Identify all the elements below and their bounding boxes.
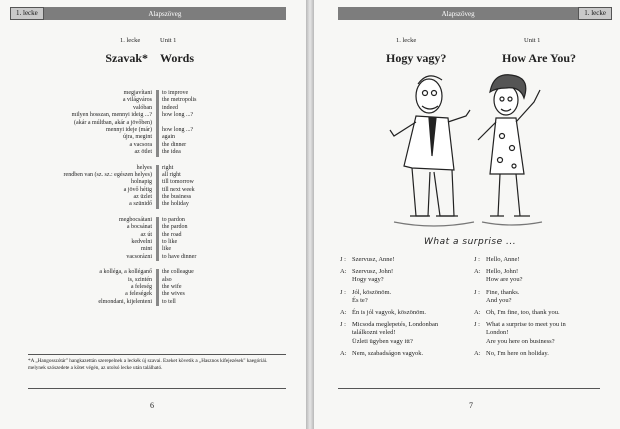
dialogue-line (340, 297, 438, 305)
vocab-english: the dinner (162, 141, 187, 148)
dialogue-line (474, 276, 566, 284)
cartoon-illustration (374, 66, 564, 232)
dialogue-line (474, 309, 566, 317)
dialogue-text: How are you? (486, 276, 523, 284)
dialogue-line (340, 321, 438, 329)
vocab-hungarian: valóban (133, 104, 152, 111)
dialogue-line (340, 329, 438, 337)
section-title: Alapszöveg (148, 9, 182, 18)
footnote: *A „Hangosszótár" hangkazettán szerepelnek a leckék új szavai. Ezeket követik a „Hasznos kifejezések" kaegóriái. melynek szószedete a kötet végén, az utolsó lecke után található. (28, 358, 268, 371)
vocab-row (42, 194, 197, 201)
vocab-row (42, 127, 197, 134)
dialogue-text: Are you here on business? (486, 337, 555, 345)
vocab-english: like (162, 246, 171, 253)
dialogue-text: És te? (352, 296, 368, 304)
vocab-hungarian: is, szintén (128, 276, 152, 283)
speaker-label: J : (474, 288, 480, 296)
right-page (314, 0, 620, 429)
vocab-hungarian: újra, megint (123, 134, 152, 141)
vocab-hungarian: a feleség (130, 283, 152, 290)
page-number-right: 7 (469, 401, 473, 410)
dialogue-line (340, 289, 438, 297)
right-page-header (338, 7, 612, 20)
vocab-english: to have dinner (162, 253, 197, 260)
dialogue-text: Hello, John! (486, 268, 519, 276)
vocab-hungarian: az út (140, 231, 152, 238)
speaker-label: J : (340, 288, 346, 296)
vocab-row (42, 97, 197, 104)
vocab-hungarian: a bocsánat (126, 224, 152, 231)
vocab-hungarian: a vacsora (129, 141, 152, 148)
vocab-row (42, 142, 197, 149)
dialogue-text: Jól, köszönöm. (352, 288, 392, 296)
dialogue-line (474, 338, 566, 346)
vocab-hungarian: (akár a múltban, akár a jövőben) (74, 119, 152, 126)
vocab-row (42, 277, 197, 284)
vocab-english: the wives (162, 291, 185, 298)
dialogue-line (340, 338, 438, 346)
vocab-row (42, 224, 197, 231)
vocab-english: right (162, 164, 174, 171)
unit-label-en: Unit 1 (524, 37, 541, 44)
vocab-english: the pardon (162, 224, 188, 231)
vocab-row (42, 232, 197, 239)
vocab-row (42, 90, 197, 97)
dialogue-text: Micsoda meglepetés, Londonban (352, 321, 439, 329)
vocab-row (42, 105, 197, 112)
vocab-row (42, 246, 197, 253)
dialogue-text: Nem, szabadságon vagyok. (352, 349, 424, 357)
dialogue-line (474, 350, 566, 358)
unit-label-hu: 1. lecke (396, 37, 417, 44)
vocab-row (42, 299, 197, 306)
unit-label-hu: 1. lecke (120, 37, 141, 44)
dialogue-line (340, 350, 438, 358)
vocab-english: the metropolis (162, 97, 197, 104)
speaker-label (340, 329, 352, 337)
dialogue-line (474, 256, 566, 264)
vocab-english: indeed (162, 104, 178, 111)
dialogue-line (474, 289, 566, 297)
words-title-en: Words (160, 51, 195, 65)
vocab-hungarian: megbocsátani (119, 216, 152, 223)
vocab-row (42, 201, 197, 208)
vocab-hungarian: milyen hosszan, mennyi ideig ...? (71, 112, 152, 119)
vocab-row (42, 269, 197, 276)
dialogue-text: találkozni veled! (352, 329, 396, 337)
vocab-row (42, 149, 197, 156)
vocab-english: how long ...? (162, 126, 194, 133)
vocab-hungarian: a világváros (122, 97, 152, 104)
dialogue-line (340, 309, 438, 317)
vocab-hungarian: a szünidő (129, 201, 152, 208)
vocab-hungarian: az ötlet (134, 149, 152, 156)
vocab-row (42, 187, 197, 194)
vocab-english: also (162, 276, 172, 283)
vocab-hungarian: megjavítani (123, 90, 152, 96)
dialogue-text: No, I'm here on holiday. (486, 349, 549, 357)
vocab-row (42, 179, 197, 186)
footnote-divider (28, 354, 286, 355)
dialogue-english (474, 256, 566, 358)
dialogue-text: Én is jól vagyok, köszönöm. (352, 308, 427, 316)
dialogue-title-en: How Are You? (502, 51, 577, 65)
dialogue-title-hu: Hogy vagy? (386, 51, 447, 65)
page-number-left: 6 (150, 401, 154, 410)
vocab-hungarian: rendben van (sz. sz.: egészen helyes) (63, 171, 152, 178)
section-title: Alapszöveg (441, 9, 475, 18)
vocab-hungarian: a jövő hétig (123, 186, 152, 193)
vocab-hungarian: mint (140, 246, 152, 253)
dialogue-line (340, 256, 438, 264)
speaker-label (340, 338, 352, 346)
vocab-english: how long ...? (162, 112, 194, 119)
speaker-label: J : (474, 256, 480, 263)
vocab-english (159, 120, 162, 127)
vocab-english: the wife (162, 283, 182, 290)
vocab-english: the holiday (162, 201, 189, 208)
dialogue-text: Oh, I'm fine, too, thank you. (486, 308, 560, 316)
speaker-label: A: (340, 349, 347, 357)
vocab-hungarian: a feleségek (125, 291, 152, 298)
speaker-label: J : (474, 321, 480, 329)
vocab-hungarian: holnapig (131, 179, 152, 186)
speaker-label (474, 338, 486, 346)
left-page-header (10, 7, 286, 20)
vocab-hungarian: az üzlet (133, 194, 152, 201)
vocab-row (42, 120, 197, 127)
speaker-label (474, 329, 486, 337)
dialogue-text: And you? (486, 296, 512, 304)
vocab-row (42, 134, 197, 141)
dialogue-line (474, 321, 566, 329)
speaker-label: A: (474, 349, 481, 357)
vocab-hungarian: helyes (136, 164, 152, 171)
vocab-row (42, 217, 197, 224)
vocab-english: the business (162, 194, 192, 201)
dialogue-line (474, 297, 566, 305)
dialogue-text: Szervusz, Anne! (352, 256, 395, 263)
dialogue-text: Szervusz, John! (352, 268, 394, 276)
vocab-hungarian: a kolléga, a kolléganő (99, 269, 152, 276)
speaker-label: A: (340, 308, 347, 316)
vocab-row (42, 165, 197, 172)
vocab-english: the road (162, 231, 182, 238)
vocab-english: to tell (162, 298, 176, 305)
vocab-english: till next week (162, 186, 195, 193)
vocab-english: to like (162, 239, 178, 246)
vocab-hungarian: kedvelni (131, 239, 152, 246)
unit-label-en: Unit 1 (160, 37, 177, 44)
speaker-label: J : (340, 256, 346, 263)
dialogue-line (340, 276, 438, 284)
vocab-english: all right (162, 171, 181, 178)
vocab-english: again (162, 134, 175, 141)
vocabulary-list (42, 90, 197, 306)
illustration-caption: What a surprise ... (424, 237, 517, 247)
vocab-row (42, 172, 197, 179)
vocab-english: to improve (162, 90, 189, 96)
lesson-tab: 1. lecke (10, 7, 44, 20)
dialogue-text: Üzleti ügyben vagy itt? (352, 337, 413, 345)
speaker-label: A: (474, 308, 481, 316)
vocab-row (42, 291, 197, 298)
vocab-row (42, 284, 197, 291)
dialogue-text: London! (486, 329, 509, 337)
words-title-hu: Szavak* (105, 51, 148, 65)
dialogue-line (340, 268, 438, 276)
speaker-label (340, 276, 352, 284)
book-gutter (306, 0, 314, 429)
dialogue-line (474, 268, 566, 276)
dialogue-line (474, 329, 566, 337)
lesson-tab: 1. lecke (578, 7, 612, 20)
vocab-row (42, 239, 197, 246)
vocab-english: the colleague (162, 269, 194, 276)
dialogue-text: Fine, thanks. (486, 288, 520, 296)
vocab-row (42, 112, 197, 119)
speaker-label (474, 297, 486, 305)
dialogue-text: What a surprise to meet you in (486, 321, 566, 329)
speaker-label (340, 297, 352, 305)
vocab-english: the idea (162, 149, 181, 156)
speaker-label: J : (340, 321, 346, 329)
footer-divider (338, 388, 600, 389)
speaker-label: A: (340, 268, 347, 276)
speaker-label (474, 276, 486, 284)
vocab-hungarian: elmondani, kijelenteni (98, 298, 152, 305)
vocab-hungarian: mennyi ideje (már) (106, 126, 152, 133)
vocab-row (42, 254, 197, 261)
vocab-english: to pardon (162, 216, 185, 223)
vocab-hungarian: vacsorázni (126, 253, 152, 260)
speaker-label: A: (474, 268, 481, 276)
dialogue-text: Hogy vagy? (352, 276, 384, 284)
left-page (0, 0, 306, 429)
footer-divider (28, 388, 286, 389)
dialogue-text: Hello, Anne! (486, 256, 520, 263)
vocab-english: till tomorrow (162, 179, 194, 186)
dialogue-hungarian (340, 256, 438, 358)
